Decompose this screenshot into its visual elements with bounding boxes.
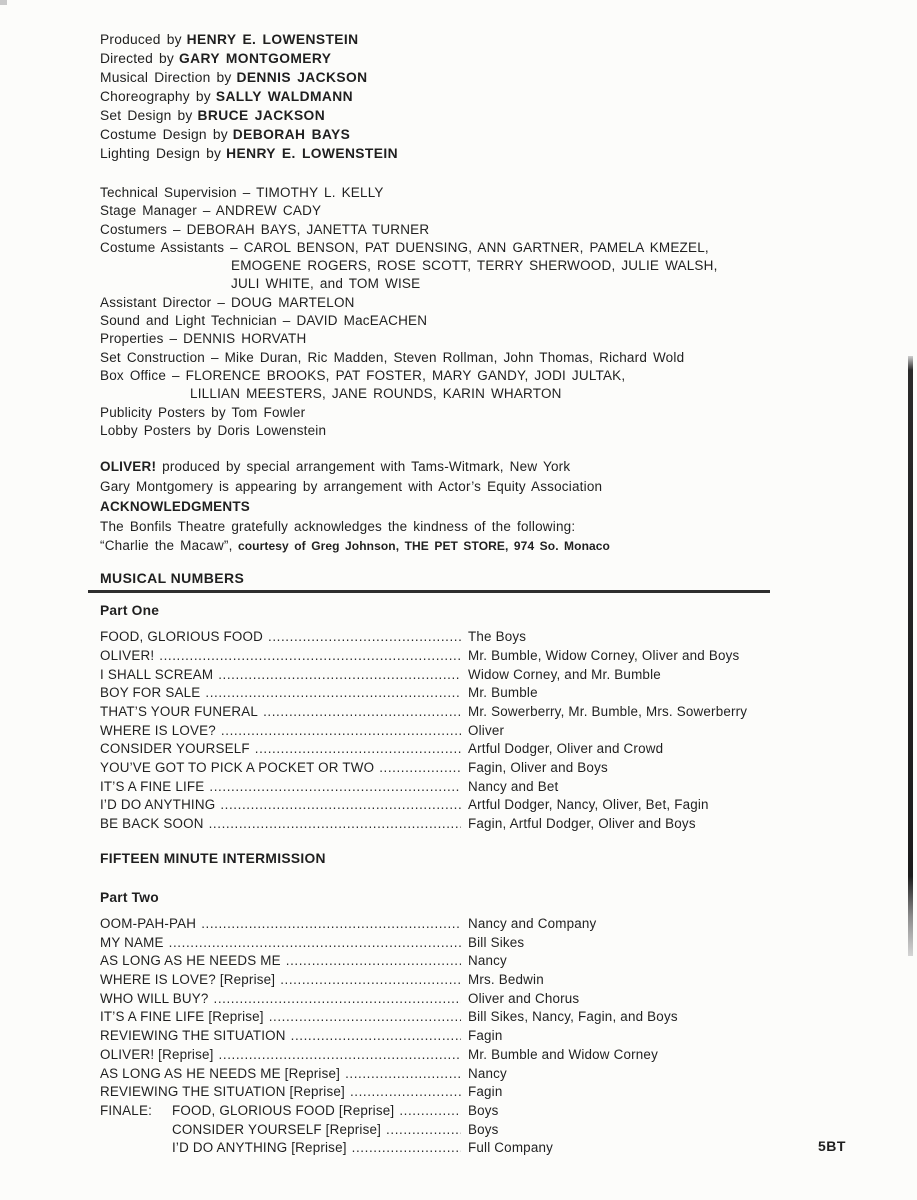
finale-block [100, 1102, 790, 1158]
credit-role: Directed by [100, 51, 174, 66]
dotted-leader [345, 1065, 461, 1084]
song-row [100, 796, 790, 815]
staff-line: Set Construction – Mike Duran, Ric Madden, Steven Rollman, John Thomas, Richard Wold [100, 349, 685, 365]
part-two-song-list [100, 915, 790, 1158]
song-row [100, 703, 790, 722]
arrangement-text: produced by special arrangement with Tams-Witmark, New York [156, 459, 571, 475]
staff-line: Technical Supervision – TIMOTHY L. KELLY [100, 185, 384, 200]
credit-line [100, 106, 790, 125]
dotted-leader [221, 722, 461, 741]
dotted-leader [209, 778, 461, 797]
staff-line: Lobby Posters by Doris Lowenstein [100, 422, 327, 438]
song-title: MY NAME [100, 934, 164, 950]
song-row [100, 971, 790, 990]
song-title: THAT’S YOUR FUNERAL [100, 703, 259, 719]
song-row [100, 1065, 790, 1084]
song-performers: Boys [468, 1121, 499, 1137]
song-row [100, 647, 790, 666]
song-performers: Bill Sikes [468, 934, 525, 950]
dotted-leader [268, 628, 461, 647]
dotted-leader [286, 952, 461, 971]
scan-artifact [0, 0, 7, 5]
dotted-leader [352, 1139, 461, 1158]
heading-rule [88, 590, 770, 593]
song-performers: Bill Sikes, Nancy, Fagin, and Boys [468, 1009, 678, 1025]
song-performers: Widow Corney, and Mr. Bumble [468, 666, 661, 682]
song-performers: Nancy and Company [468, 915, 597, 931]
equity-line: Gary Montgomery is appearing by arrangement with Actor’s Equity Association [100, 478, 603, 494]
song-performers: Nancy [468, 1065, 507, 1081]
song-row [100, 915, 790, 934]
staff-line-continuation: JULI WHITE, and TOM WISE [231, 276, 421, 292]
song-title: FOOD, GLORIOUS FOOD [Reprise] [172, 1102, 395, 1118]
dotted-leader [218, 666, 461, 685]
song-row [100, 934, 790, 953]
show-title: OLIVER! [100, 459, 157, 475]
dotted-leader [255, 740, 461, 759]
finale-label: FINALE: [100, 1102, 153, 1118]
song-performers: Oliver and Chorus [468, 990, 580, 1006]
song-title: I’D DO ANYTHING [100, 797, 216, 813]
song-title: AS LONG AS HE NEEDS ME [100, 953, 281, 969]
song-row [100, 628, 790, 647]
dotted-leader [269, 1008, 461, 1027]
credit-line [100, 125, 790, 144]
song-row [100, 952, 790, 971]
song-performers: Nancy and Bet [468, 778, 559, 794]
staff-line: Costume Assistants – CAROL BENSON, PAT DUENSING, ANN GARTNER, PAMELA KMEZEL, [100, 239, 709, 255]
song-row [100, 684, 790, 703]
dotted-leader [291, 1027, 461, 1046]
song-title: WHERE IS LOVE? [100, 722, 216, 738]
song-title: AS LONG AS HE NEEDS ME [Reprise] [100, 1065, 341, 1081]
song-performers: Mr. Bumble [468, 685, 538, 701]
dotted-leader [219, 1046, 461, 1065]
musical-numbers-heading: MUSICAL NUMBERS [100, 570, 245, 587]
credit-line [100, 87, 790, 106]
song-performers: The Boys [468, 629, 527, 645]
notes-block [100, 457, 790, 557]
credit-person: HENRY E. LOWENSTEIN [226, 146, 398, 161]
credit-role: Costume Design by [100, 127, 228, 142]
song-performers: Mr. Bumble, Widow Corney, Oliver and Boys [468, 647, 740, 663]
dotted-leader [205, 684, 461, 703]
song-title: CONSIDER YOURSELF [Reprise] [172, 1121, 382, 1137]
production-credits [100, 30, 790, 163]
staff-line-continuation: EMOGENE ROGERS, ROSE SCOTT, TERRY SHERWOOD, JULIE WALSH, [231, 258, 718, 274]
dotted-leader [399, 1102, 461, 1121]
song-performers: Artful Dodger, Oliver and Crowd [468, 741, 664, 757]
song-row [100, 815, 790, 834]
credit-role: Produced by [100, 32, 182, 47]
song-row [100, 1139, 790, 1158]
song-title: REVIEWING THE SITUATION [Reprise] [100, 1084, 345, 1100]
staff-line: Properties – DENNIS HORVATH [100, 331, 307, 347]
song-title: OLIVER! [100, 647, 155, 663]
song-performers: Mrs. Bedwin [468, 971, 544, 987]
song-performers: Full Company [468, 1140, 554, 1156]
song-performers: Fagin [468, 1084, 503, 1100]
song-row [100, 740, 790, 759]
song-title: CONSIDER YOURSELF [100, 741, 250, 757]
acknowledgments-body: The Bonfils Theatre gratefully acknowledges the kindness of the following: [100, 518, 576, 534]
part-one-song-list [100, 628, 790, 834]
credit-line [100, 30, 790, 49]
song-row [100, 1008, 790, 1027]
dotted-leader [220, 796, 461, 815]
song-title: IT’S A FINE LIFE [Reprise] [100, 1009, 264, 1025]
dotted-leader [169, 934, 461, 953]
song-row [100, 1027, 790, 1046]
song-title: FOOD, GLORIOUS FOOD [100, 629, 264, 645]
acknowledgments-heading: ACKNOWLEDGMENTS [100, 498, 250, 514]
song-performers: Fagin, Oliver and Boys [468, 760, 608, 776]
song-title: BOY FOR SALE [100, 685, 201, 701]
credit-person: SALLY WALDMANN [215, 89, 353, 104]
song-performers: Mr. Sowerberry, Mr. Bumble, Mrs. Sowerberry [468, 703, 748, 719]
credit-person: DEBORAH BAYS [232, 127, 351, 142]
song-row [100, 759, 790, 778]
staff-line: Box Office – FLORENCE BROOKS, PAT FOSTER, MARY GANDY, JODI JULTAK, [100, 367, 626, 383]
ack-item-name: “Charlie the Macaw”, [100, 538, 233, 554]
page-content [100, 30, 790, 1158]
dotted-leader [209, 815, 461, 834]
staff-line: Stage Manager – ANDREW CADY [100, 203, 322, 219]
staff-line: Sound and Light Technician – DAVID MacEACHEN [100, 313, 428, 329]
scan-artifact-right-bar [908, 356, 913, 956]
song-title: OLIVER! [Reprise] [100, 1046, 214, 1062]
staff-line: Publicity Posters by Tom Fowler [100, 404, 306, 420]
song-row [100, 1102, 790, 1121]
song-title: OOM-PAH-PAH [100, 915, 197, 931]
dotted-leader [379, 759, 461, 778]
song-row [100, 722, 790, 741]
part-two-label: Part Two [100, 889, 159, 905]
dotted-leader [214, 990, 461, 1009]
song-performers: Mr. Bumble and Widow Corney [468, 1046, 658, 1062]
part-one-label: Part One [100, 603, 160, 619]
song-title: WHERE IS LOVE? [Reprise] [100, 971, 276, 987]
song-row [100, 666, 790, 685]
song-row [100, 1121, 790, 1140]
dotted-leader [280, 971, 461, 990]
song-performers: Fagin, Artful Dodger, Oliver and Boys [468, 816, 696, 832]
ack-item-detail: courtesy of Greg Johnson, THE PET STORE, 974 So. Monaco [232, 539, 610, 554]
song-performers: Nancy [468, 953, 507, 969]
song-title: BE BACK SOON [100, 816, 204, 832]
staff-line: Assistant Director – DOUG MARTELON [100, 294, 355, 310]
page-number: 5BT [818, 1138, 846, 1154]
arrangement-line [100, 457, 790, 477]
song-title: YOU’VE GOT TO PICK A POCKET OR TWO [100, 760, 375, 776]
dotted-leader [386, 1121, 461, 1140]
dotted-leader [263, 703, 461, 722]
credit-line [100, 68, 790, 87]
song-title: I’D DO ANYTHING [Reprise] [172, 1140, 347, 1156]
credit-person: GARY MONTGOMERY [178, 51, 332, 66]
song-title: WHO WILL BUY? [100, 990, 209, 1006]
staff-line-continuation: LILLIAN MEESTERS, JANE ROUNDS, KARIN WHARTON [190, 386, 562, 402]
song-performers: Boys [468, 1102, 499, 1118]
credit-role: Choreography by [100, 89, 211, 104]
credit-role: Musical Direction by [100, 70, 232, 85]
dotted-leader [159, 647, 461, 666]
acknowledgment-item [100, 536, 790, 557]
credit-line [100, 49, 790, 68]
credit-line [100, 144, 790, 163]
song-row [100, 990, 790, 1009]
song-performers: Fagin [468, 1028, 503, 1044]
song-row [100, 778, 790, 797]
song-title: REVIEWING THE SITUATION [100, 1028, 286, 1044]
song-title: I SHALL SCREAM [100, 666, 214, 682]
song-performers: Oliver [468, 722, 505, 738]
staff-list [100, 184, 790, 440]
dotted-leader [350, 1083, 461, 1102]
staff-line: Costumers – DEBORAH BAYS, JANETTA TURNER [100, 221, 430, 237]
song-title: IT’S A FINE LIFE [100, 778, 205, 794]
intermission-notice: FIFTEEN MINUTE INTERMISSION [100, 850, 326, 866]
credit-person: BRUCE JACKSON [197, 108, 326, 123]
credit-role: Set Design by [100, 108, 193, 123]
credit-person: DENNIS JACKSON [236, 70, 368, 85]
credit-role: Lighting Design by [100, 146, 222, 161]
song-row [100, 1083, 790, 1102]
dotted-leader [201, 915, 461, 934]
song-performers: Artful Dodger, Nancy, Oliver, Bet, Fagin [468, 797, 709, 813]
song-row [100, 1046, 790, 1065]
credit-person: HENRY E. LOWENSTEIN [186, 32, 359, 47]
